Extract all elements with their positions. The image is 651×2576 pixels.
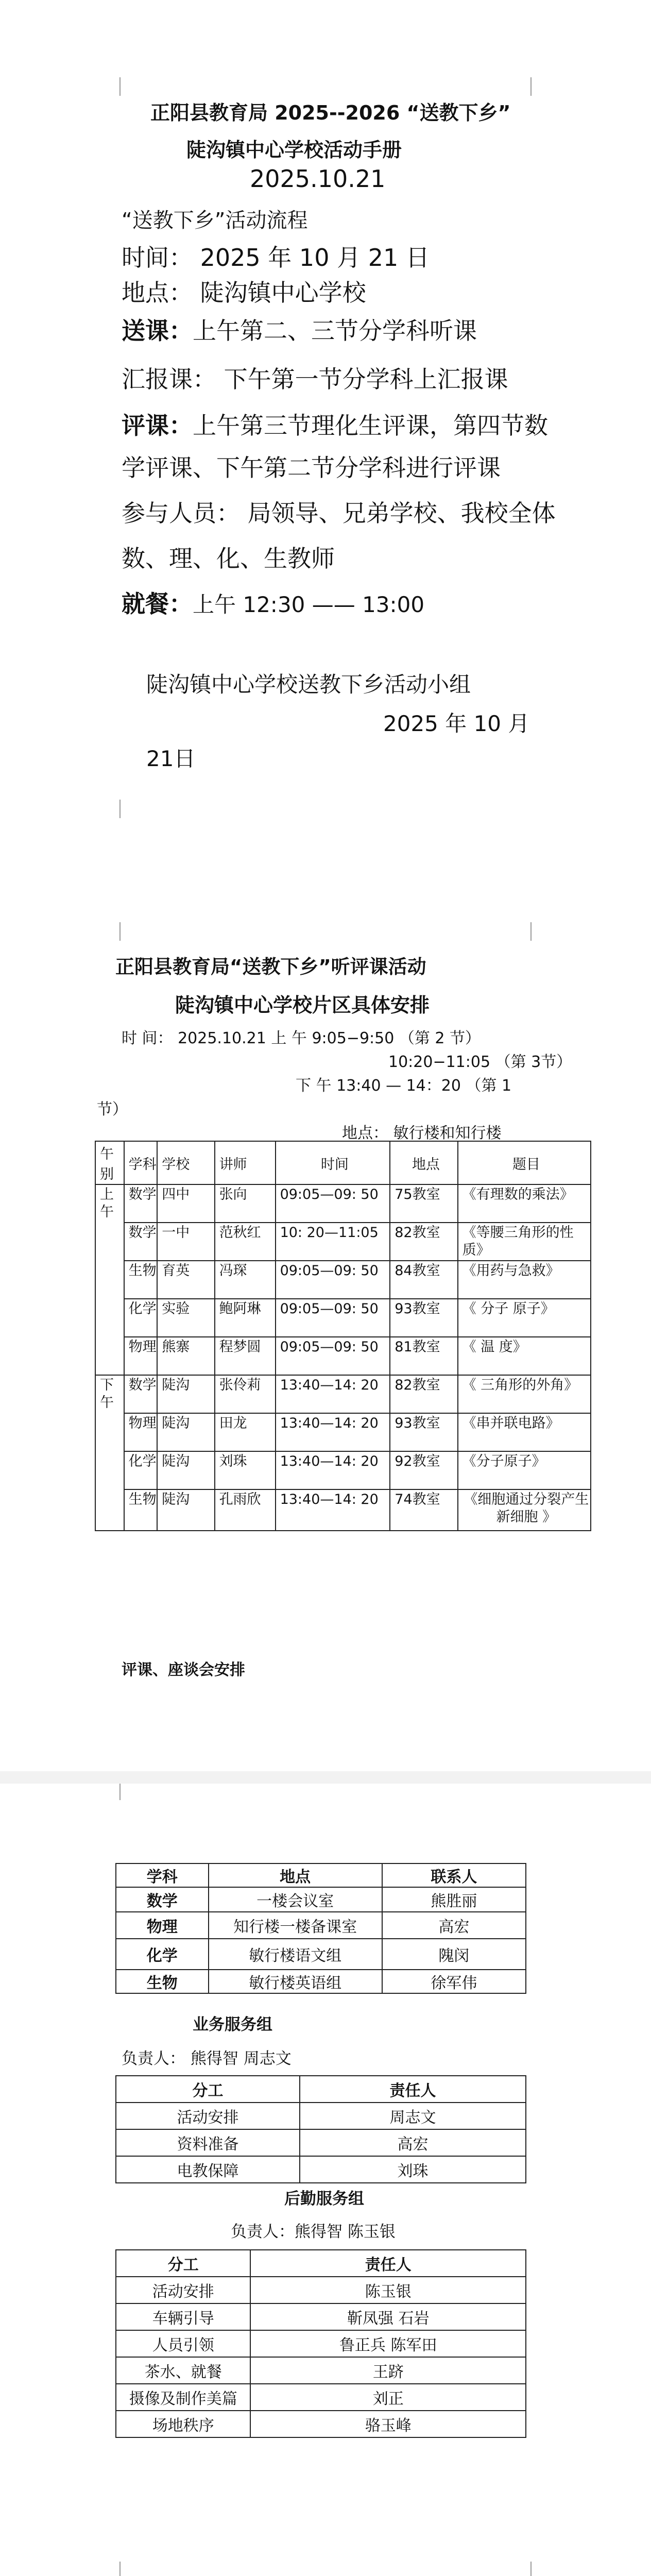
table-cell: 责任人 [300, 2076, 526, 2103]
table-row [116, 2156, 526, 2183]
table-cell: 高宏 [382, 1912, 526, 1939]
table-cell: 王跻 [250, 2357, 526, 2384]
table-cell: 程梦圆 [215, 1337, 276, 1375]
table-cell: 数学 [116, 1887, 209, 1912]
table-cell: 高宏 [300, 2129, 526, 2156]
table-row [116, 2277, 526, 2303]
table-cell: 化学 [124, 1451, 158, 1489]
table-cell: 81教室 [390, 1337, 457, 1375]
table-cell: 鲁正兵 陈军田 [250, 2330, 526, 2357]
table-cell: 刘正 [250, 2384, 526, 2411]
schedule-location: 地点： 敏行楼和知行楼 [342, 1124, 502, 1142]
table-row [95, 1489, 591, 1531]
page-gap [0, 1771, 651, 1784]
table-row [116, 2330, 526, 2357]
header-period: 午别 [95, 1141, 124, 1184]
signature-date-2: 21日 [146, 746, 196, 771]
table-cell: 物理 [116, 1912, 209, 1939]
table-row [116, 1912, 526, 1939]
table-cell: 刘珠 [300, 2156, 526, 2183]
table-cell: 一中 [157, 1223, 214, 1261]
table-cell: 《等腰三角形的性质》 [458, 1223, 591, 1261]
table-cell: 《 分子 原子》 [458, 1299, 591, 1337]
table-cell: 生物 [116, 1970, 209, 1993]
evaluation-label: 评课： [122, 412, 193, 439]
header-topic: 题目 [458, 1141, 591, 1184]
table-cell: 周志文 [300, 2103, 526, 2129]
meal-label: 就餐： [122, 590, 193, 618]
table-cell: 09:05—09: 50 [276, 1337, 390, 1375]
event-time: 时间： 2025 年 10 月 21 日 [122, 244, 430, 272]
table-row [116, 2303, 526, 2330]
crop-mark [119, 77, 121, 96]
table-cell: 实验 [157, 1299, 214, 1337]
schedule-header-row [95, 1141, 591, 1184]
signature: 陡沟镇中心学校送教下乡活动小组 [146, 672, 471, 697]
schedule-time-line-2: 10:20−11:05 （第 3节） [388, 1053, 572, 1071]
table-cell: 09:05—09: 50 [276, 1261, 390, 1299]
table-cell: 《 温 度》 [458, 1337, 591, 1375]
table-cell: 范秋红 [215, 1223, 276, 1261]
table-cell: 13:40—14: 20 [276, 1375, 390, 1413]
table-cell: 孔雨欣 [215, 1489, 276, 1531]
table-cell: 摄像及制作美篇 [116, 2384, 250, 2411]
table-cell: 责任人 [250, 2250, 526, 2277]
business-group-title: 业务服务组 [193, 2015, 272, 2034]
table-cell: 生物 [124, 1261, 158, 1299]
crop-mark [119, 2562, 121, 2576]
lecture-label: 送课： [122, 317, 193, 345]
table-cell: 10: 20—11:05 [276, 1223, 390, 1261]
table-row [95, 1451, 591, 1489]
table-cell: 陡沟 [157, 1375, 214, 1413]
logistics-header-row [116, 2250, 526, 2277]
table-cell: 生物 [124, 1489, 158, 1531]
logistics-group-leaders: 负责人：熊得智 陈玉银 [231, 2223, 396, 2241]
table-cell: 张伶莉 [215, 1375, 276, 1413]
event-place: 地点： 陡沟镇中心学校 [122, 279, 366, 307]
table-cell: 人员引领 [116, 2330, 250, 2357]
table-cell: 冯琛 [215, 1261, 276, 1299]
table-row [116, 2103, 526, 2129]
table-cell: 一楼会议室 [209, 1887, 382, 1912]
business-group-leaders: 负责人： 熊得智 周志文 [122, 2049, 292, 2068]
seminar-table [115, 1863, 526, 1994]
header-school: 学校 [157, 1141, 214, 1184]
table-cell: 《有理数的乘法》 [458, 1184, 591, 1223]
table-cell: 《 三角形的外角》 [458, 1375, 591, 1413]
logistics-group-title: 后勤服务组 [284, 2190, 364, 2208]
table-cell: 联系人 [382, 1863, 526, 1887]
header-room: 地点 [390, 1141, 457, 1184]
table-cell: 84教室 [390, 1261, 457, 1299]
lecture-line [122, 312, 477, 346]
crop-mark [119, 1782, 121, 1800]
table-cell: 《串并联电路》 [458, 1413, 591, 1451]
table-cell: 地点 [209, 1863, 382, 1887]
meal-text: 上午 12:30 —— 13:00 [193, 592, 425, 617]
table-cell: 《分子原子》 [458, 1451, 591, 1489]
seminar-header-row [116, 1863, 526, 1887]
table-row [95, 1261, 591, 1299]
table-row [95, 1413, 591, 1451]
table-cell: 陡沟 [157, 1413, 214, 1451]
schedule-time-line-1: 时 间： 2025.10.21 上 午 9:05−9:50 （第 2 节） [122, 1029, 481, 1047]
signature-date-1: 2025 年 10 月 [383, 711, 530, 736]
table-cell: 92教室 [390, 1451, 457, 1489]
table-cell: 熊寨 [157, 1337, 214, 1375]
seminar-heading: 评课、座谈会安排 [122, 1661, 245, 1679]
table-cell: 陈玉银 [250, 2277, 526, 2303]
table-cell: 13:40—14: 20 [276, 1413, 390, 1451]
table-cell: 学科 [116, 1863, 209, 1887]
table-cell: 13:40—14: 20 [276, 1451, 390, 1489]
handbook-date: 2025.10.21 [250, 165, 386, 193]
table-cell: 场地秩序 [116, 2411, 250, 2437]
schedule-table [95, 1141, 591, 1531]
schedule-time-line-3: 下 午 13:40 — 14：20 （第 1 [296, 1077, 512, 1095]
logistics-table [115, 2249, 526, 2438]
table-cell: 分工 [116, 2076, 300, 2103]
report-line: 汇报课： 下午第一节分学科上汇报课 [122, 365, 508, 393]
participants-line-2: 数、理、化、生教师 [122, 545, 335, 572]
table-cell: 活动安排 [116, 2277, 250, 2303]
table-row [116, 1939, 526, 1970]
table-row [116, 2129, 526, 2156]
table-row [116, 1970, 526, 1993]
table-cell: 刘珠 [215, 1451, 276, 1489]
schedule-title-line-1: 正阳县教育局“送教下乡”听评课活动 [115, 956, 426, 978]
participants-line-1: 参与人员： 局领导、兄弟学校、我校全体 [122, 499, 556, 527]
table-cell: 知行楼一楼备课室 [209, 1912, 382, 1939]
table-cell: 13:40—14: 20 [276, 1489, 390, 1531]
crop-mark [530, 922, 532, 941]
table-row [95, 1299, 591, 1337]
table-cell: 09:05—09: 50 [276, 1299, 390, 1337]
table-cell: 93教室 [390, 1413, 457, 1451]
table-cell: 75教室 [390, 1184, 457, 1223]
table-cell: 隗闵 [382, 1939, 526, 1970]
table-cell: 车辆引导 [116, 2303, 250, 2330]
table-row [95, 1337, 591, 1375]
table-cell: 靳凤强 石岩 [250, 2303, 526, 2330]
table-cell: 数学 [124, 1184, 158, 1223]
table-cell: 四中 [157, 1184, 214, 1223]
table-cell: 陡沟 [157, 1489, 214, 1531]
table-cell: 张向 [215, 1184, 276, 1223]
header-subject: 学科 [124, 1141, 158, 1184]
table-cell: 资料准备 [116, 2129, 300, 2156]
table-cell: 电教保障 [116, 2156, 300, 2183]
table-cell: 数学 [124, 1223, 158, 1261]
table-cell: 敏行楼语文组 [209, 1939, 382, 1970]
evaluation-text-2: 学评课、下午第二节分学科进行评课 [122, 454, 501, 482]
table-cell: 育英 [157, 1261, 214, 1299]
table-cell: 74教室 [390, 1489, 457, 1531]
table-row [116, 2357, 526, 2384]
table-cell: 物理 [124, 1337, 158, 1375]
schedule-title-line-2: 陡沟镇中心学校片区具体安排 [175, 994, 430, 1016]
table-cell: 鲍阿琳 [215, 1299, 276, 1337]
table-cell: 敏行楼英语组 [209, 1970, 382, 1993]
table-row [95, 1184, 591, 1223]
table-row [116, 2384, 526, 2411]
table-cell: 分工 [116, 2250, 250, 2277]
crop-mark [530, 77, 532, 96]
table-cell: 田龙 [215, 1413, 276, 1451]
table-cell: 熊胜丽 [382, 1887, 526, 1912]
lecture-text: 上午第二、三节分学科听课 [193, 317, 477, 345]
crop-mark [119, 800, 121, 818]
page-title-line-2: 陡沟镇中心学校活动手册 [186, 139, 402, 161]
table-cell: 化学 [124, 1299, 158, 1337]
table-cell: 茶水、就餐 [116, 2357, 250, 2384]
table-row [116, 1887, 526, 1912]
flow-heading: “送教下乡”活动流程 [122, 209, 308, 232]
morning-label: 上午 [95, 1184, 124, 1375]
table-cell: 09:05—09: 50 [276, 1184, 390, 1223]
table-row [95, 1375, 591, 1413]
crop-mark [530, 2562, 532, 2576]
business-table [115, 2075, 526, 2183]
page-title-line-1: 正阳县教育局 2025--2026 “送教下乡” [150, 101, 511, 124]
table-cell: 《细胞通过分裂产生新细胞 》 [458, 1489, 591, 1531]
table-cell: 陡沟 [157, 1451, 214, 1489]
table-row [116, 2411, 526, 2437]
table-cell: 82教室 [390, 1223, 457, 1261]
table-cell: 数学 [124, 1375, 158, 1413]
crop-mark [119, 922, 121, 941]
evaluation-line [122, 407, 548, 441]
header-teacher: 讲师 [215, 1141, 276, 1184]
table-row [95, 1223, 591, 1261]
afternoon-label: 下午 [95, 1375, 124, 1531]
meal-line [122, 585, 424, 619]
table-cell: 《用药与急救》 [458, 1261, 591, 1299]
table-cell: 骆玉峰 [250, 2411, 526, 2437]
table-cell: 徐军伟 [382, 1970, 526, 1993]
business-header-row [116, 2076, 526, 2103]
header-time: 时间 [276, 1141, 390, 1184]
table-cell: 93教室 [390, 1299, 457, 1337]
table-cell: 活动安排 [116, 2103, 300, 2129]
table-cell: 82教室 [390, 1375, 457, 1413]
schedule-time-line-4: 节） [97, 1100, 128, 1118]
table-cell: 物理 [124, 1413, 158, 1451]
table-cell: 化学 [116, 1939, 209, 1970]
evaluation-text-1: 上午第三节理化生评课，第四节数 [193, 412, 548, 439]
